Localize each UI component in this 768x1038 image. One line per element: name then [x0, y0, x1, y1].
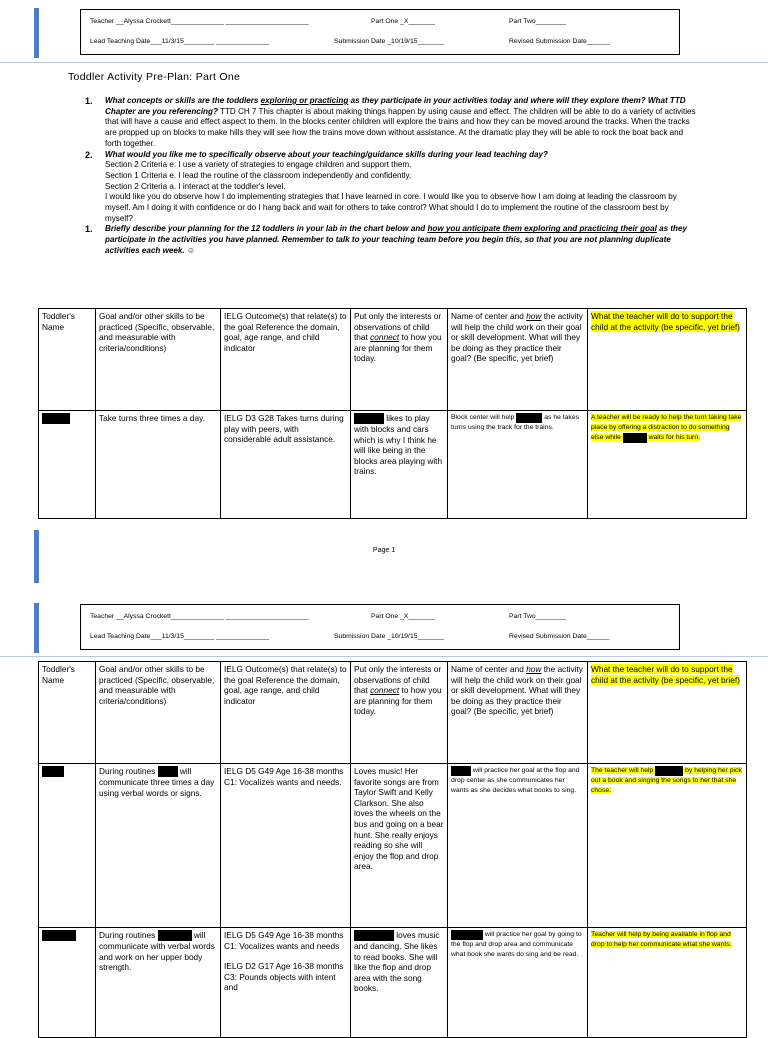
teacher-cell: The teacher will help by helping her pick out a book and singing the songs to her that she chose. — [588, 764, 747, 928]
header-box — [80, 9, 680, 55]
interest-cell: likes to play with blocks and cars which is why I think he will like being in the blocks area playing with trains. — [351, 411, 448, 519]
lead-date-field: Lead Teaching Date___11/3/15________ ______________ — [90, 38, 269, 45]
header-center: Name of center and how the activity will help the child work on their goal or skill development. What will they be doing as they practice their goal? (Be specific, yet brief) — [448, 309, 588, 411]
page-number: Page 1 — [372, 547, 396, 554]
header-box — [80, 604, 680, 650]
header-goal: Goal and/or other skills to be practiced (Specific, observable, and measurable with criteria/conditions) — [96, 662, 221, 764]
table-header-row — [39, 309, 747, 411]
teacher-cell: A teacher will be ready to help the turn taking take place by offering a distraction to do something else while waits for his turn. — [588, 411, 747, 519]
question-1: 1. What concepts or skills are the toddlers exploring or practicing as they participate in your activities today and where will they explore them? What TTD Chapter are you referencing? TTD CH 7 This chapter is about making things happen by using cause and effect. The children will be able to do a variety of activities that will have a cause and effect aspect to them. In the blocks center children will explore the trains and how they can be moved around the tracks. When the tracks are propped up on blocks to make hills they will see how the trains move down without assistance. At the dramatic play they will be able to rock the boat back and forth together. — [85, 96, 696, 148]
toddler-name-redacted — [39, 928, 96, 1038]
goal-cell: During routines will communicate three times a day using verbal words or signs. — [96, 764, 221, 928]
table-row — [39, 764, 747, 928]
page-accent-bar — [34, 530, 39, 583]
center-cell: will practice her goal by going to the flop and drop area and communicate what book she wants do sing and be read. — [448, 928, 588, 1038]
answer-2-line: Section 2 Criteria a. I interact at the toddler's level. — [105, 181, 286, 191]
interest-cell: loves music and dancing. She likes to read books. She will like the flop and drop area with the song books. — [351, 928, 448, 1038]
center-cell: will practice her goal at the flop and drop center as she communicates her wants as she decides what books to sing. — [448, 764, 588, 928]
question-number: 2. — [85, 149, 93, 160]
part-two-field: Part Two________ — [509, 18, 566, 25]
question-number: 1. — [85, 96, 93, 106]
question-2: 2. What would you like me to specifically observe about your teaching/guidance skills during your lead teaching day? Section 2 Criteria e. I use a variety of strategies to engage children and support them. Section 1 Criteria e. I lead the routine of the classroom independently and confidently. Section 2 Criteria a. I interact at the toddler's level. I would like you do observe how I do implementing strategies that I have learned in core. I would like you to observe how I am doing at leading the classroom by myself. Am I doing it with confidence or do I hang back and wait for others to take control? What should I do to implement the routine of the classroom best by myself? — [85, 150, 697, 225]
ielg-cell: IELG D3 G28 Takes turns during play with peers, with considerable adult assistance. — [221, 411, 351, 519]
goal-cell: During routines will communicate with verbal words and work on her upper body strength. — [96, 928, 221, 1038]
toddler-name-redacted — [39, 411, 96, 519]
question-number: 1. — [85, 224, 93, 235]
teacher-cell: Teacher will help by being available in flop and drop to help her communicate what she wants. — [588, 928, 747, 1038]
header-toddler-name: Toddler's Name — [39, 662, 96, 764]
answer-2-line: Section 1 Criteria e. I lead the routine of the classroom independently and confidently. — [105, 170, 412, 180]
toddler-name-redacted — [39, 764, 96, 928]
page-accent-bar — [34, 8, 39, 58]
page-divider — [0, 656, 768, 657]
question-3: 1. Briefly describe your planning for the 12 toddlers in your lab in the chart below and how you anticipate them exploring and practicing their goal as they participate in the activities you have planned. Remember to talk to your teaching team before you begin this, so that you are not planning duplicate activities each week. ☺ — [85, 224, 687, 255]
header-teacher-support: What the teacher will do to support the child at the activity (be specific, yet brief) — [588, 662, 747, 764]
answer-1: TTD CH 7 This chapter is about making things happen by using cause and effect. The children will be able to do a variety of activities that will have a cause and effect aspect to them. In the blocks center children will explore the trains and how they can be moved around the tracks. When the tracks are propped up on blocks to make hills they will see how the trains move down without assistance. At the dramatic play they will be able to rock the boat back and forth together. — [105, 106, 696, 148]
answer-2-line: I would like you do observe how I do implementing strategies that I have learned in core. I would like you to observe how I am doing at leading the classroom by myself. Am I doing it with confidence or do I hang back and wait for others to take control? What should I do to implement the routine of the classroom best by myself? — [105, 192, 677, 223]
revised-date-field: Revised Submission Date______ — [509, 633, 610, 640]
header-ielg: IELG Outcome(s) that relate(s) to the goal Reference the domain, goal, age range, and child indicator — [221, 662, 351, 764]
header-interests: Put only the interests or observations of child that connect to how you are planning for them today. — [351, 662, 448, 764]
header-goal: Goal and/or other skills to be practiced (Specific, observable, and measurable with criteria/conditions) — [96, 309, 221, 411]
center-cell: Block center will help as he takes turns using the track for the trains. — [448, 411, 588, 519]
part-two-field: Part Two________ — [509, 613, 566, 620]
header-ielg: IELG Outcome(s) that relate(s) to the goal Reference the domain, goal, age range, and child indicator — [221, 309, 351, 411]
planning-table-1 — [38, 308, 747, 519]
teacher-field: Teacher __Alyssa Crockett______________ ______________________ — [90, 613, 309, 620]
lead-date-field: Lead Teaching Date___11/3/15________ ______________ — [90, 633, 269, 640]
page-divider — [0, 62, 768, 63]
interest-cell: Loves music! Her favorite songs are from Taylor Swift and Kelly Clarkson. She also loves the wheels on the bus and going on a bear hunt. She really enjoys reading so she will enjoy the flop and drop area. — [351, 764, 448, 928]
answer-2-line: Section 2 Criteria e. I use a variety of strategies to engage children and support them. — [105, 160, 412, 170]
submission-date-field: Submission Date _10/19/15_______ — [334, 38, 444, 45]
header-teacher-support: What the teacher will do to support the child at the activity (be specific, yet brief) — [588, 309, 747, 411]
planning-table-2 — [38, 661, 747, 1038]
goal-cell: Take turns three times a day. — [96, 411, 221, 519]
table-row — [39, 411, 747, 519]
revised-date-field: Revised Submission Date______ — [509, 38, 610, 45]
table-row — [39, 928, 747, 1038]
question-list — [85, 96, 697, 257]
header-interests: Put only the interests or observations of child that connect to how you are planning for them today. — [351, 309, 448, 411]
teacher-field: Teacher __Alyssa Crockett______________ ______________________ — [90, 18, 309, 25]
ielg-cell: IELG D5 G49 Age 16-38 months C1: Vocalizes wants and needs. — [221, 764, 351, 928]
header-toddler-name: Toddler's Name — [39, 309, 96, 411]
part-one-field: Part One _X_______ — [371, 18, 435, 25]
table-header-row — [39, 662, 747, 764]
page-accent-bar — [34, 603, 39, 653]
submission-date-field: Submission Date _10/19/15_______ — [334, 633, 444, 640]
part-one-field: Part One _X_______ — [371, 613, 435, 620]
ielg-cell: IELG D5 G49 Age 16-38 months C1: Vocalizes wants and needs IELG D2 G17 Age 16-38 months C3: Pounds objects with intent and — [221, 928, 351, 1038]
page-title: Toddler Activity Pre-Plan: Part One — [68, 71, 241, 83]
header-center: Name of center and how the activity will help the child work on their goal or skill development. What will they be doing as they practice their goal? (Be specific, yet brief) — [448, 662, 588, 764]
